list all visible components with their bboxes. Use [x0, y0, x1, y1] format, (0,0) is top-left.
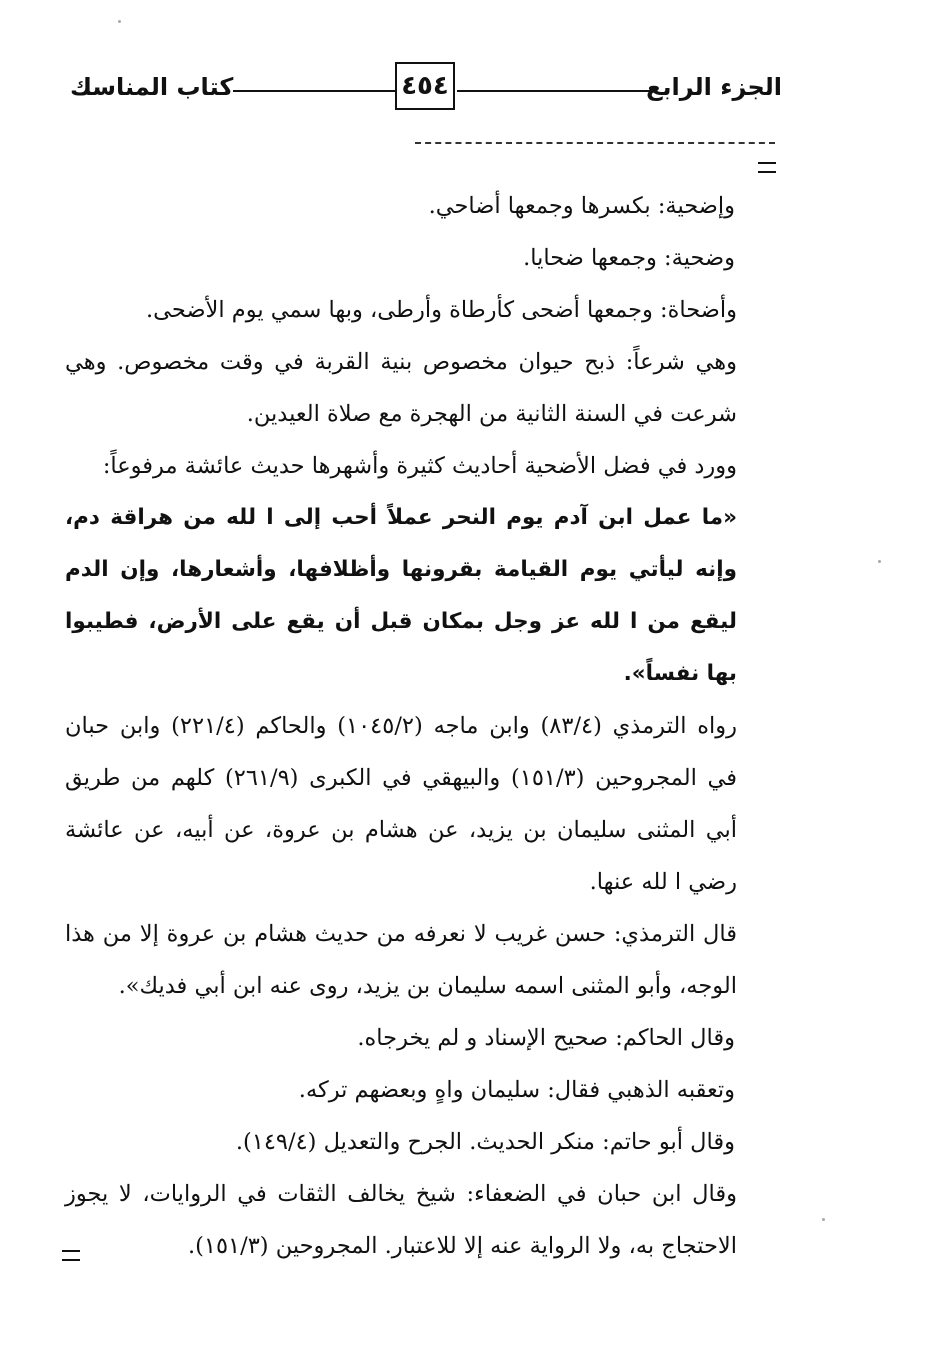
- paragraph-adhat: وأضحاة: وجمعها أضحى كأرطاة وأرطى، وبها سمي يوم الأضحى.: [146, 297, 737, 323]
- paragraph-ibn-hibban: وقال ابن حبان في الضعفاء: شيخ يخالف الثقات في الروايات، لا يجوز الاحتجاج به، ولا الرواية عنه إلا للاعتبار. المجروحين (١٥١/٣).: [65, 1181, 737, 1259]
- paragraph-dahiyya: وضحية: وجمعها ضحايا.: [523, 245, 735, 271]
- scan-speck: [118, 20, 121, 23]
- hadith-quote: «ما عمل ابن آدم يوم النحر عملاً أحب إلى ا لله من هراقة دم، وإنه ليأتي يوم القيامة بقرونها وأظلافها، وأشعارها، وإن الدم ليقع من ا لله عز وجل بمكان قبل أن يقع على الأرض، فطيبوا بها نفساً».: [65, 505, 737, 686]
- paragraph-abu-hatim: وقال أبو حاتم: منكر الحديث. الجرح والتعديل (١٤٩/٤).: [235, 1129, 735, 1155]
- header-dashed-divider: [415, 142, 775, 144]
- page-number: ٤٥٤: [395, 62, 455, 110]
- paragraph-dhahabi: وتعقبه الذهبي فقال: سليمان واهٍ وبعضهم تركه.: [298, 1077, 735, 1103]
- book-title: كتاب المناسك: [70, 73, 234, 101]
- paragraph-takhrij: رواه الترمذي (٨٣/٤) وابن ماجه (١٠٤٥/٢) والحاكم (٢٢١/٤) وابن حبان في المجروحين (١٥١/٣) والبيهقي في الكبرى (٢٦١/٩) كلهم من طريق أبي المثنى سليمان بن يزيد، عن هشام بن عروة، عن أبيه، عن عائشة رضي ا لله عنها.: [65, 713, 738, 895]
- page-header: [70, 62, 782, 122]
- paragraph-virtue-intro: وورد في فضل الأضحية أحاديث كثيرة وأشهرها حديث عائشة مرفوعاً:: [102, 453, 737, 479]
- body-text: [65, 180, 737, 1272]
- volume-title: الجزء الرابع: [646, 73, 782, 101]
- paragraph-hakim: وقال الحاكم: صحيح الإسناد و لم يخرجاه.: [357, 1025, 735, 1051]
- scan-speck: [878, 560, 881, 563]
- scan-speck: [822, 1218, 825, 1221]
- header-rule-right: [457, 90, 657, 92]
- paragraph-idhiyya: وإضحية: بكسرها وجمعها أضاحي.: [428, 193, 735, 219]
- continuation-mark-bottom: [62, 1250, 80, 1261]
- paragraph-definition: وهي شرعاً: ذبح حيوان مخصوص بنية القربة في وقت مخصوص. وهي شرعت في السنة الثانية من الهجرة مع صلاة العيدين.: [65, 349, 737, 427]
- continuation-mark-top: [758, 162, 776, 173]
- paragraph-tirmidhi: قال الترمذي: حسن غريب لا نعرفه من حديث هشام بن عروة إلا من هذا الوجه، وأبو المثنى اسمه سليمان بن يزيد، روى عنه ابن أبي فديك».: [65, 921, 737, 999]
